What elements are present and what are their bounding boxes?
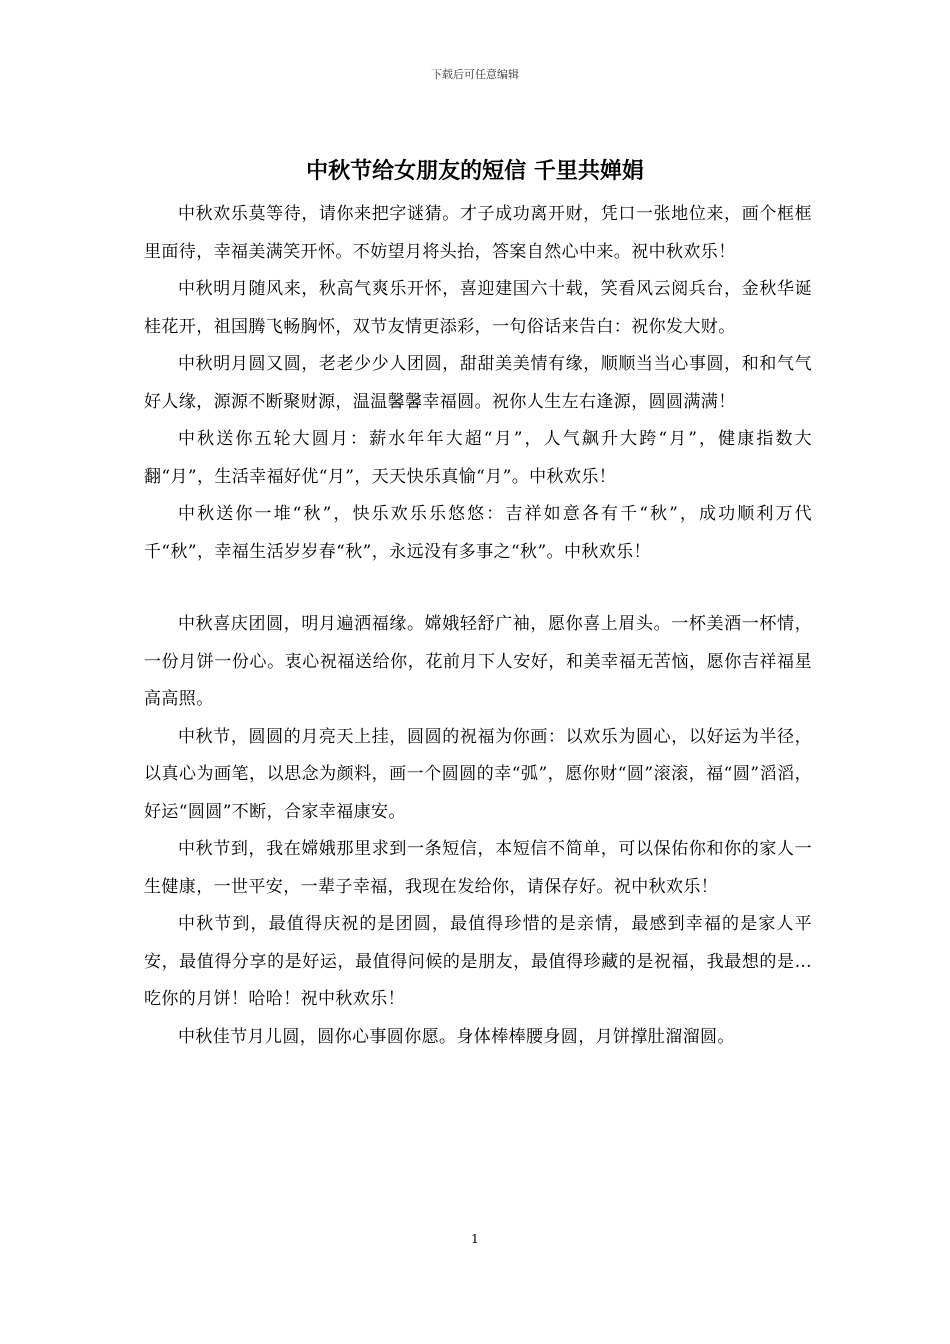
paragraph: 中秋明月随风来，秋高气爽乐开怀，喜迎建国六十载，笑看风云阅兵台，金秋华诞桂花开，祖国腾飞畅胸怀，双节友情更添彩，一句俗话来告白：祝你发大财。 xyxy=(144,279,812,337)
header-note: 下载后可任意编辑 xyxy=(431,68,519,81)
paragraph: 中秋明月圆又圆，老老少少人团圆，甜甜美美情有缘，顺顺当当心事圆，和和气气好人缘，源源不断聚财源，温温馨馨幸福圆。祝你人生左右逢源，圆圆满满！ xyxy=(144,354,812,412)
paragraph: 中秋节到，我在嫦娥那里求到一条短信，本短信不简单，可以保佑你和你的家人一生健康，一世平安，一辈子幸福，我现在发给你，请保存好。祝中秋欢乐！ xyxy=(144,839,812,897)
paragraph: 中秋节到，最值得庆祝的是团圆，最值得珍惜的是亲情，最感到幸福的是家人平安，最值得分享的是好运，最值得问候的是朋友，最值得珍藏的是祝福，我最想的是…吃你的月饼！哈哈！祝中秋欢乐！ xyxy=(144,914,812,1009)
paragraph: 中秋节，圆圆的月亮天上挂，圆圆的祝福为你画：以欢乐为圆心，以好运为半径，以真心为画笔，以思念为颜料，画一个圆圆的幸“弧”，愿你财“圆”滚滚，福“圆”滔滔，好运“圆圆”不断，合家幸福康安。 xyxy=(144,726,812,822)
paragraph: 中秋送你五轮大圆月：薪水年年大超“月”，人气飙升大跨“月”，健康指数大翻“月”，生活幸福好优“月”，天天快乐真愉“月”。中秋欢乐！ xyxy=(144,429,812,487)
page-number: 1 xyxy=(471,1232,479,1246)
paragraph: 中秋喜庆团圆，明月遍洒福缘。嫦娥轻舒广袖，愿你喜上眉头。一杯美酒一杯情，一份月饼一份心。衷心祝福送给你，花前月下人安好，和美幸福无苦恼，愿你吉祥福星高高照。 xyxy=(144,614,812,709)
blank-line xyxy=(144,571,812,606)
paragraph: 中秋佳节月儿圆，圆你心事圆你愿。身体棒棒腰身圆，月饼撑肚溜溜圆。 xyxy=(178,1026,735,1047)
paragraph: 中秋欢乐莫等待，请你来把字谜猜。才子成功离开财，凭口一张地位来，画个框框里面待，幸福美满笑开怀。不妨望月将头抬，答案自然心中来。祝中秋欢乐！ xyxy=(144,204,812,262)
paragraph: 中秋送你一堆“秋”，快乐欢乐乐悠悠：吉祥如意各有千“秋”，成功顺利万代千“秋”，幸福生活岁岁春“秋”，永远没有多事之“秋”。中秋欢乐！ xyxy=(144,504,812,562)
document-body xyxy=(144,196,812,1056)
document-title: 中秋节给女朋友的短信 千里共婵娟 xyxy=(306,158,644,184)
